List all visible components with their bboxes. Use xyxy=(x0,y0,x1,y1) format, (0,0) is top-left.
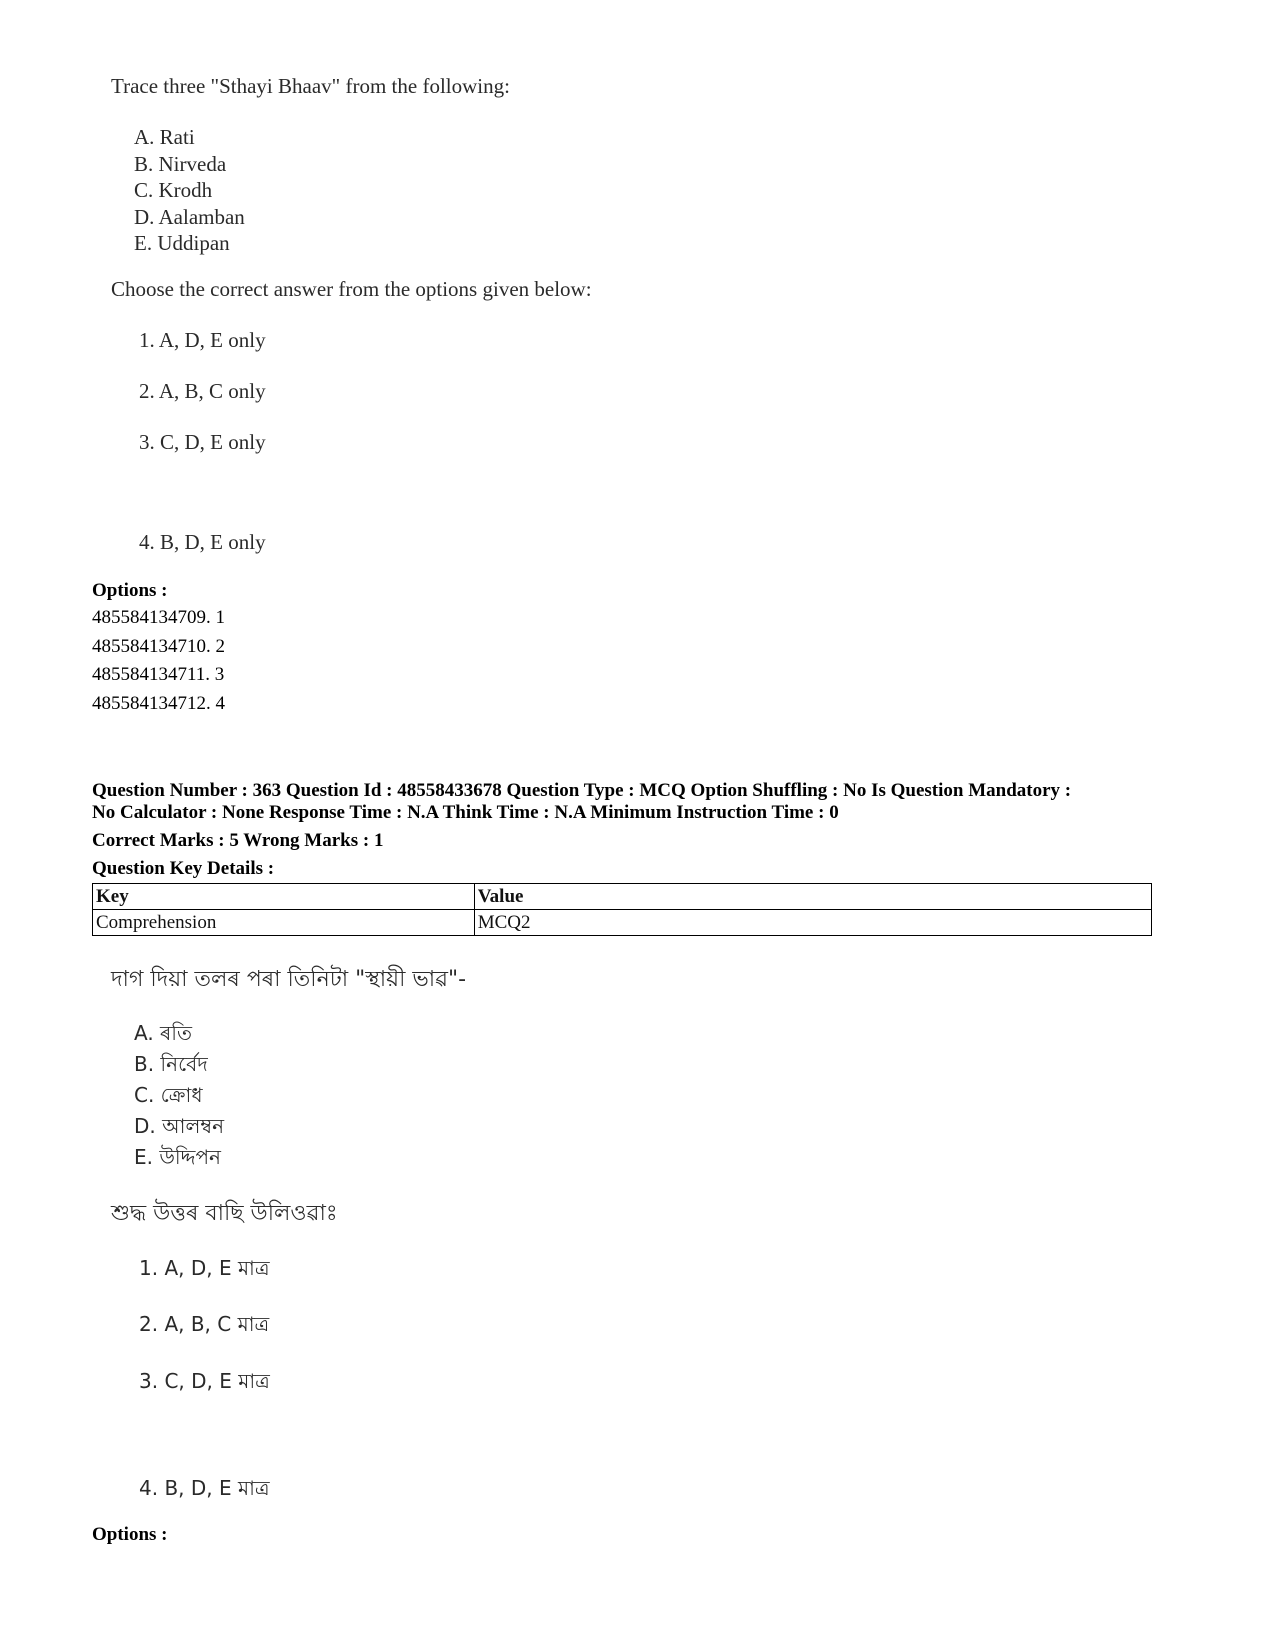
answer-choice: 2. A, B, C only xyxy=(139,379,266,403)
answer-choice: 1. A, D, E only xyxy=(139,328,266,352)
answer-choice: 2. A, B, C মাত্র xyxy=(139,1312,270,1336)
statement-item: B. নির্বেদ xyxy=(134,1052,208,1076)
key-details-label: Question Key Details : xyxy=(92,858,275,879)
option-item: 485584134710. 2 xyxy=(92,635,225,657)
key-details-table xyxy=(92,883,1152,936)
table-header-row xyxy=(93,884,1152,910)
answer-choice: 4. B, D, E মাত্র xyxy=(139,1476,270,1500)
statement-item: E. উদ্দিপন xyxy=(134,1145,221,1169)
table-header-key: Key xyxy=(93,884,475,910)
options-label: Options : xyxy=(92,580,168,601)
answer-choice: 1. A, D, E মাত্র xyxy=(139,1256,270,1280)
statement-item: B. Nirveda xyxy=(134,151,227,176)
statement-item: C. ক্রোধ xyxy=(134,1083,203,1107)
choose-instruction: Choose the correct answer from the options given below: xyxy=(111,277,592,301)
question-stem-assamese: দাগ দিয়া তলৰ পৰা তিনিটা "স্থায়ী ভাৱ"- xyxy=(111,967,467,992)
option-item: 485584134712. 4 xyxy=(92,692,225,714)
statement-item: A. ৰতি xyxy=(134,1021,193,1045)
option-item: 485584134711. 3 xyxy=(92,664,225,685)
table-cell-value: MCQ2 xyxy=(474,910,1151,936)
answer-choice: 3. C, D, E মাত্র xyxy=(139,1369,270,1393)
marks-line: Correct Marks : 5 Wrong Marks : 1 xyxy=(92,830,384,851)
statement-item: E. Uddipan xyxy=(134,231,230,255)
statement-item: C. Krodh xyxy=(134,178,213,202)
question-meta-line: No Calculator : None Response Time : N.A Think Time : N.A Minimum Instruction Time : 0 xyxy=(92,802,839,823)
question-meta-line: Question Number : 363 Question Id : 48558433678 Question Type : MCQ Option Shuffling : No Is Question Mandatory : xyxy=(92,780,1072,801)
table-cell-key: Comprehension xyxy=(93,910,475,936)
statement-item: A. Rati xyxy=(134,125,195,149)
answer-choice: 3. C, D, E only xyxy=(139,430,266,454)
table-row xyxy=(93,910,1152,936)
table-header-value: Value xyxy=(474,884,1151,910)
statement-item: D. আলম্বন xyxy=(134,1114,225,1138)
statement-item: D. Aalamban xyxy=(134,204,245,229)
statement-list-assamese xyxy=(134,1018,224,1173)
options-label: Options : xyxy=(92,1524,168,1545)
choose-instruction-assamese: শুদ্ধ উত্তৰ বাছি উলিওৱাঃ xyxy=(111,1201,338,1226)
question-stem: Trace three "Sthayi Bhaav" from the following: xyxy=(111,74,510,98)
statement-list xyxy=(134,124,245,257)
options-list xyxy=(92,604,225,718)
answer-choice: 4. B, D, E only xyxy=(139,530,266,554)
option-item: 485584134709. 1 xyxy=(92,607,225,628)
